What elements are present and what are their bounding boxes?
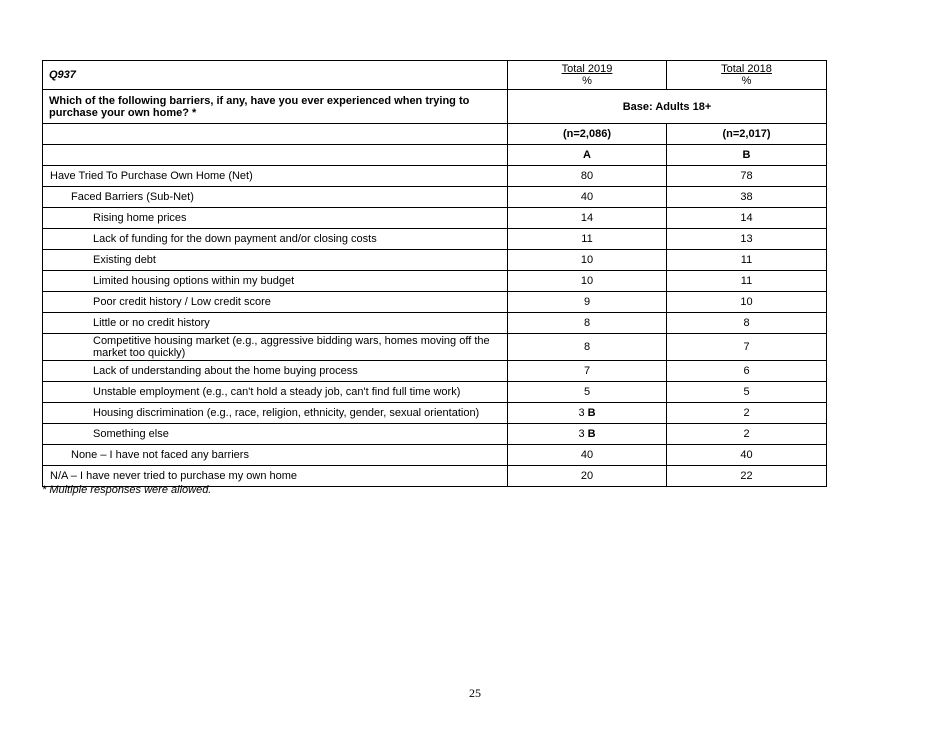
value-2019-number: 11: [581, 233, 593, 245]
column-total-2018: Total 2018: [721, 63, 772, 75]
question-row: [43, 90, 827, 124]
value-2019: [508, 229, 667, 250]
sample-size-2019: (n=2,086): [508, 124, 667, 145]
value-2019: [508, 187, 667, 208]
value-2019: [508, 382, 667, 403]
value-2019: [508, 313, 667, 334]
table-row: [43, 208, 827, 229]
row-label: Competitive housing market (e.g., aggressive bidding wars, homes moving off the market too quickly): [43, 334, 508, 361]
footnote: * Multiple responses were allowed.: [42, 484, 212, 496]
value-2019-number: 40: [580, 191, 594, 203]
value-2018: 38: [667, 187, 827, 208]
column-letter-row: [43, 145, 827, 166]
row-label: Something else: [43, 424, 508, 445]
table-row: [43, 382, 827, 403]
value-2019: [508, 445, 667, 466]
column-total-2019: Total 2019: [561, 63, 613, 75]
value-2018: 5: [667, 382, 827, 403]
table-row: [43, 166, 827, 187]
table-row: [43, 445, 827, 466]
column-letter-2018: B: [667, 145, 827, 166]
row-label: Lack of funding for the down payment and/or closing costs: [43, 229, 508, 250]
row-label: Limited housing options within my budget: [43, 271, 508, 292]
value-2019-number: 5: [583, 386, 591, 398]
value-2018: 78: [667, 166, 827, 187]
question-id: Q937: [43, 61, 508, 90]
value-2018: 13: [667, 229, 827, 250]
column-unit-2018: %: [741, 75, 752, 87]
value-2019: [508, 403, 667, 424]
value-2018: 40: [667, 445, 827, 466]
table-row: [43, 361, 827, 382]
row-label: Unstable employment (e.g., can't hold a steady job, can't find full time work): [43, 382, 508, 403]
table-row: [43, 313, 827, 334]
base-label: Base: Adults 18+: [508, 90, 827, 124]
value-2019: [508, 271, 667, 292]
row-label: Existing debt: [43, 250, 508, 271]
value-2019-number: 7: [583, 365, 591, 377]
column-unit-2019: %: [582, 75, 592, 87]
data-rows: [43, 166, 827, 487]
row-label: Faced Barriers (Sub-Net): [43, 187, 508, 208]
table-row: [43, 334, 827, 361]
page-number: 25: [469, 686, 481, 700]
row-label: Have Tried To Purchase Own Home (Net): [43, 166, 508, 187]
table-row: [43, 250, 827, 271]
value-2018: 11: [667, 250, 827, 271]
value-2018: 2: [667, 424, 827, 445]
column-letter-2019: A: [508, 145, 667, 166]
value-2019-number: 8: [583, 317, 591, 329]
table-row: [43, 424, 827, 445]
value-2019-number: 3: [578, 428, 585, 440]
value-2019-number: 40: [580, 449, 594, 461]
value-2019-number: 3: [578, 407, 585, 419]
value-2019: [508, 166, 667, 187]
column-header-2019: [508, 61, 667, 90]
value-2018: 11: [667, 271, 827, 292]
value-2019: [508, 466, 667, 487]
value-2019-number: 80: [580, 170, 594, 182]
value-2019-number: 8: [583, 341, 591, 353]
value-2018: 6: [667, 361, 827, 382]
row-label: Lack of understanding about the home buying process: [43, 361, 508, 382]
table-row: [43, 271, 827, 292]
row-label: Poor credit history / Low credit score: [43, 292, 508, 313]
survey-table: [42, 60, 827, 487]
value-2018: 10: [667, 292, 827, 313]
value-2018: 14: [667, 208, 827, 229]
value-2019-number: 14: [580, 212, 594, 224]
table-row: [43, 187, 827, 208]
value-2019-number: 20: [580, 470, 594, 482]
value-2019: [508, 208, 667, 229]
value-2018: 7: [667, 334, 827, 361]
question-text: Which of the following barriers, if any, have you ever experienced when trying to purchase your own home? *: [43, 90, 508, 124]
value-2019-number: 10: [580, 275, 594, 287]
row-label: None – I have not faced any barriers: [43, 445, 508, 466]
sample-size-row: [43, 124, 827, 145]
row-label: Housing discrimination (e.g., race, religion, ethnicity, gender, sexual orientation): [43, 403, 508, 424]
column-header-2018: [667, 61, 827, 90]
value-2019: [508, 361, 667, 382]
row-label: N/A – I have never tried to purchase my own home: [43, 466, 508, 487]
value-2019: [508, 250, 667, 271]
value-2019: [508, 292, 667, 313]
value-2019: [508, 334, 667, 361]
empty-cell: [43, 145, 508, 166]
sample-size-2018: (n=2,017): [667, 124, 827, 145]
significance-letter: B: [587, 407, 596, 419]
value-2019: [508, 424, 667, 445]
header-row: [43, 61, 827, 90]
table-row: [43, 292, 827, 313]
empty-cell: [43, 124, 508, 145]
value-2018: 2: [667, 403, 827, 424]
significance-letter: B: [587, 428, 596, 440]
row-label: Rising home prices: [43, 208, 508, 229]
value-2018: 8: [667, 313, 827, 334]
value-2019-number: 9: [583, 296, 591, 308]
value-2019-number: 10: [580, 254, 594, 266]
table-row: [43, 229, 827, 250]
value-2018: 22: [667, 466, 827, 487]
table-row: [43, 403, 827, 424]
row-label: Little or no credit history: [43, 313, 508, 334]
